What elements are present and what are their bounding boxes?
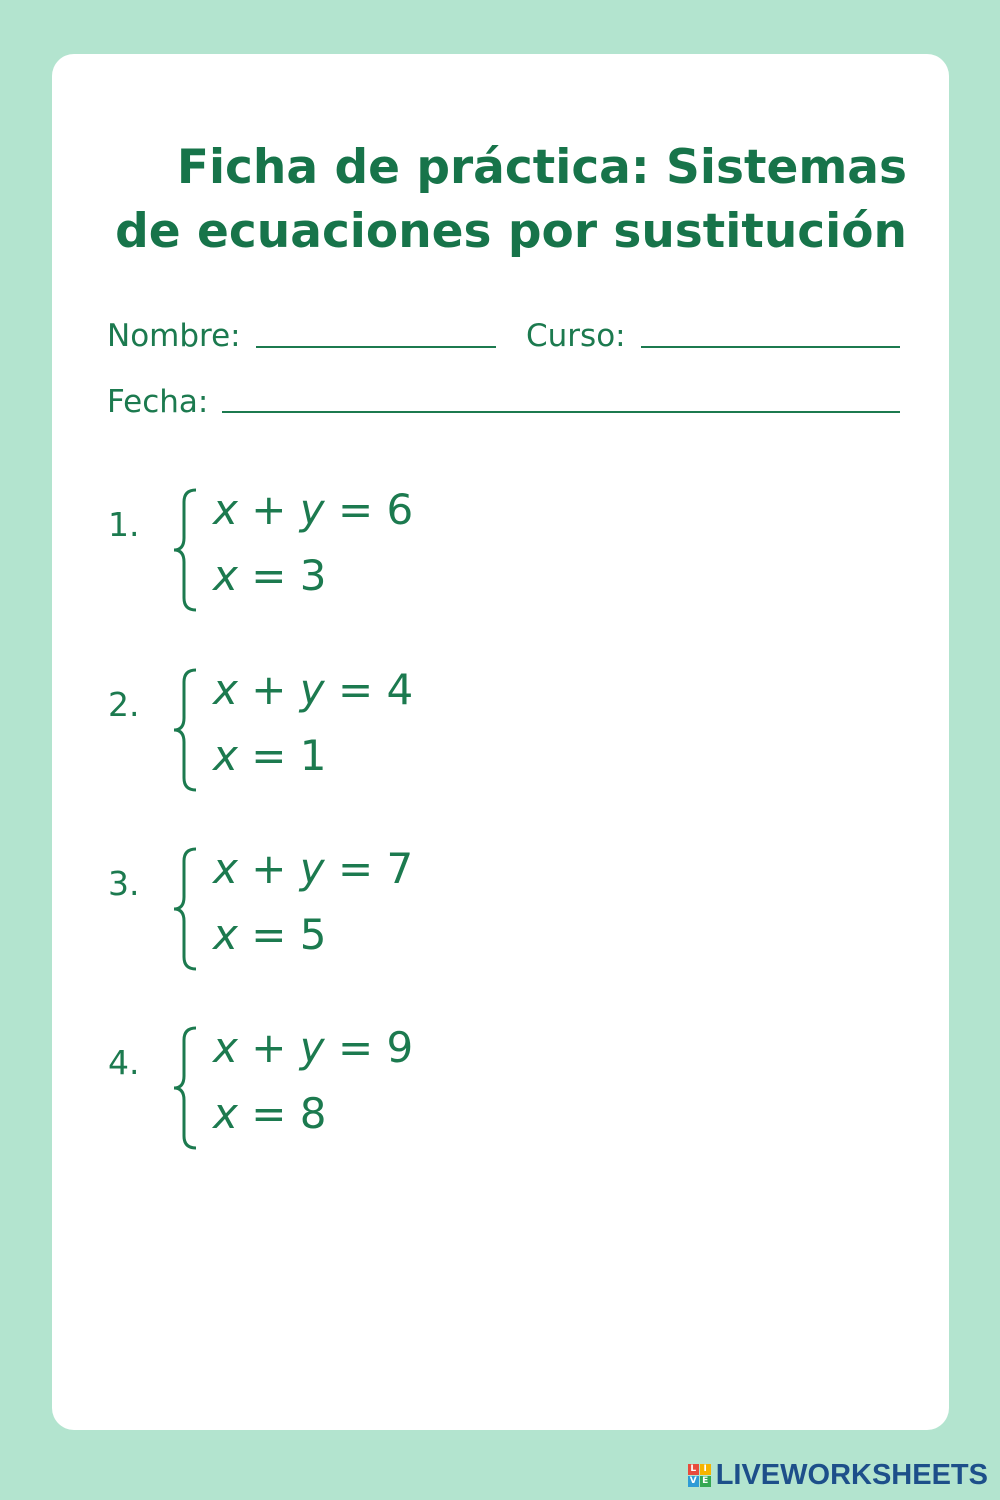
logo-mark-cell: E xyxy=(700,1476,711,1487)
equation-2: x = 1 xyxy=(213,731,327,780)
equation-2: x = 5 xyxy=(213,910,327,959)
equation-1: x + y = 6 xyxy=(213,485,414,534)
left-brace-icon xyxy=(170,847,200,971)
equation-1: x + y = 7 xyxy=(213,844,414,893)
problem-4 xyxy=(52,1023,949,1156)
equation-2: x = 8 xyxy=(213,1089,327,1138)
course-label: Curso: xyxy=(526,318,626,354)
worksheet-title xyxy=(112,136,907,264)
problem-1 xyxy=(52,485,949,618)
logo-mark-cell: L xyxy=(688,1464,699,1475)
date-label: Fecha: xyxy=(107,384,209,420)
logo-mark-cell: I xyxy=(700,1464,711,1475)
logo-mark-icon xyxy=(688,1464,712,1488)
course-blank[interactable] xyxy=(641,346,900,348)
equation-1: x + y = 9 xyxy=(213,1023,414,1072)
left-brace-icon xyxy=(170,668,200,792)
liveworksheets-logo xyxy=(688,1459,988,1492)
problem-number: 4. xyxy=(108,1043,140,1082)
problem-number: 1. xyxy=(108,505,140,544)
problem-3 xyxy=(52,844,949,977)
name-label: Nombre: xyxy=(107,318,241,354)
worksheet-card xyxy=(52,54,949,1430)
logo-mark-cell: V xyxy=(688,1476,699,1487)
title-line-1: Ficha de práctica: Sistemas xyxy=(176,140,907,195)
name-blank[interactable] xyxy=(256,346,496,348)
date-blank[interactable] xyxy=(222,411,900,413)
problem-number: 2. xyxy=(108,685,140,724)
equation-1: x + y = 4 xyxy=(213,665,414,714)
left-brace-icon xyxy=(170,488,200,612)
problem-number: 3. xyxy=(108,864,140,903)
logo-text: LIVEWORKSHEETS xyxy=(715,1459,988,1491)
problem-2 xyxy=(52,665,949,798)
title-line-2: de ecuaciones por sustitución xyxy=(115,204,907,259)
equation-2: x = 3 xyxy=(213,551,327,600)
left-brace-icon xyxy=(170,1026,200,1150)
